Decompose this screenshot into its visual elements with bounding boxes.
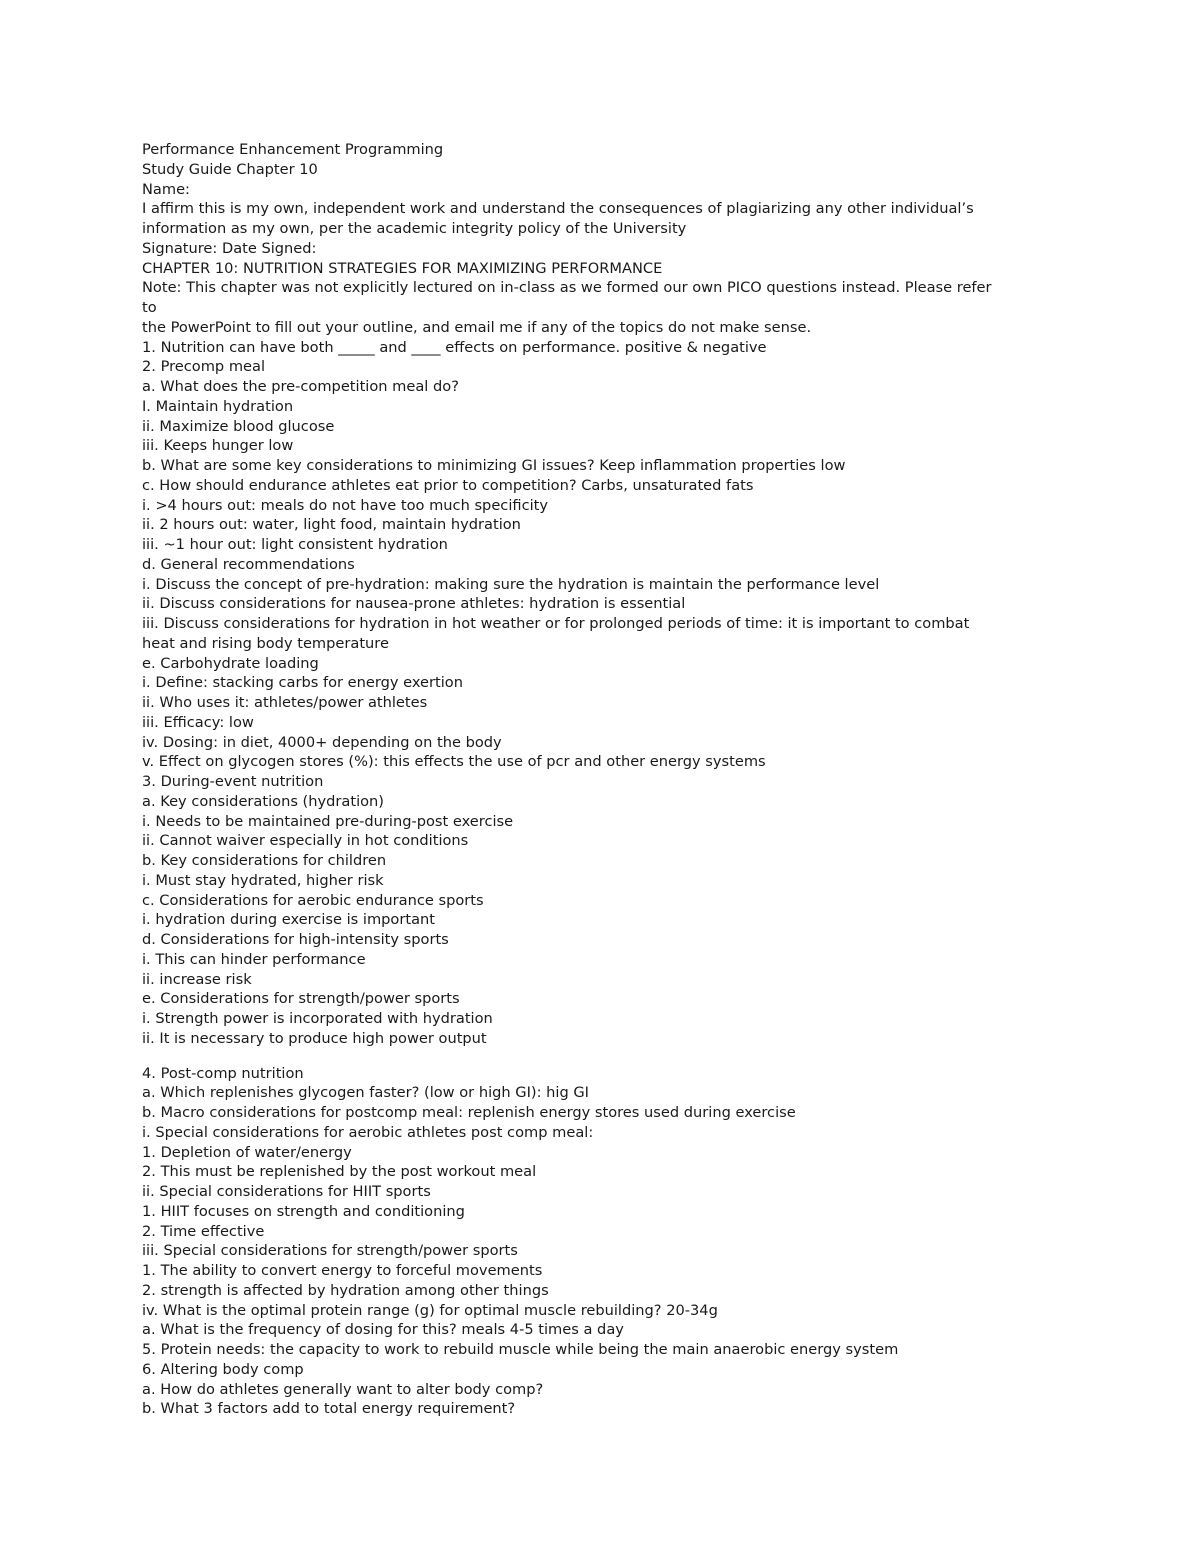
text-line: i. Define: stacking carbs for energy exertion [142, 674, 463, 692]
text-line: d. General recommendations [142, 555, 355, 573]
text-line: 5. Protein needs: the capacity to work to rebuild muscle while being the main anaerobic energy system [142, 1341, 899, 1358]
text-line: b. What 3 factors add to total energy requirement? [142, 1400, 516, 1418]
text-line: information as my own, per the academic integrity policy of the University [142, 220, 687, 237]
text-line: I affirm this is my own, independent work and understand the consequences of plagiarizing any other individual’s [142, 200, 974, 218]
text-line: ii. Discuss considerations for nausea-prone athletes: hydration is essential [142, 595, 686, 613]
text-line: i. Must stay hydrated, higher risk [142, 871, 384, 889]
text-line: 1. Depletion of water/energy [142, 1143, 352, 1161]
text-line: e. Carbohydrate loading [142, 654, 319, 672]
text-line: the PowerPoint to fill out your outline, and email me if any of the topics do not make sense. [142, 318, 812, 336]
text-line: Note: This chapter was not explicitly lectured on in-class as we formed our own PICO questions instead. Please refer [142, 279, 992, 297]
text-line: heat and rising body temperature [142, 634, 389, 652]
text-line: 3. During-event nutrition [142, 773, 324, 790]
text-line: i. Strength power is incorporated with hydration [142, 1010, 493, 1027]
document-section [142, 1064, 1072, 1420]
text-line: c. How should endurance athletes eat prior to competition? Carbs, unsaturated fats [142, 476, 754, 494]
text-line: d. Considerations for high-intensity sports [142, 931, 449, 948]
document-page [142, 140, 1072, 1419]
text-line: 2. This must be replenished by the post workout meal [142, 1163, 537, 1181]
text-line: ii. Cannot waiver especially in hot conditions [142, 832, 469, 850]
text-line: a. Which replenishes glycogen faster? (low or high GI): hig GI [142, 1084, 589, 1102]
text-line: ii. increase risk [142, 970, 252, 988]
text-line: i. >4 hours out: meals do not have too much specificity [142, 496, 549, 514]
text-line: 2. Time effective [142, 1222, 265, 1240]
text-line: b. What are some key considerations to minimizing GI issues? Keep inflammation properties low [142, 457, 846, 474]
text-line: Study Guide Chapter 10 [142, 160, 318, 178]
text-line: iii. Keeps hunger low [142, 437, 294, 455]
text-line: to [142, 299, 157, 316]
text-line: ii. Who uses it: athletes/power athletes [142, 694, 428, 711]
text-line: a. Key considerations (hydration) [142, 792, 384, 810]
text-line: ii. Maximize blood glucose [142, 417, 335, 435]
text-line: b. Key considerations for children [142, 852, 387, 869]
text-line: c. Considerations for aerobic endurance sports [142, 891, 484, 909]
text-line: b. Macro considerations for postcomp meal: replenish energy stores used during exercise [142, 1104, 796, 1121]
text-line: a. What does the pre-competition meal do? [142, 378, 459, 395]
text-line: iii. Discuss considerations for hydration in hot weather or for prolonged periods of time: it is important to combat [142, 615, 970, 632]
text-line: iv. Dosing: in diet, 4000+ depending on the body [142, 733, 502, 751]
text-line: 1. HIIT focuses on strength and conditioning [142, 1202, 465, 1220]
text-line: iii. ~1 hour out: light consistent hydration [142, 536, 448, 553]
text-line: i. hydration during exercise is important [142, 911, 436, 929]
text-line: v. Effect on glycogen stores (%): this effects the use of pcr and other energy systems [142, 753, 766, 771]
text-line: i. Discuss the concept of pre-hydration: making sure the hydration is maintain the performance level [142, 575, 880, 593]
text-line: CHAPTER 10: NUTRITION STRATEGIES FOR MAXIMIZING PERFORMANCE [142, 259, 663, 277]
section-gap [142, 1049, 1072, 1064]
text-line: 6. Altering body comp [142, 1360, 304, 1378]
text-line: iii. Special considerations for strength/power sports [142, 1242, 518, 1260]
document-section [142, 140, 1072, 1049]
text-line: 1. Nutrition can have both _____ and ____ effects on performance. positive & negative [142, 338, 767, 356]
text-line: ii. It is necessary to produce high power output [142, 1029, 487, 1047]
text-line: I. Maintain hydration [142, 397, 294, 415]
text-line: 2. strength is affected by hydration among other things [142, 1281, 549, 1299]
text-line: 4. Post-comp nutrition [142, 1064, 304, 1082]
text-line: ii. 2 hours out: water, light food, maintain hydration [142, 516, 521, 534]
text-line: e. Considerations for strength/power sports [142, 990, 460, 1008]
text-line: iii. Efficacy: low [142, 713, 254, 731]
text-line: a. How do athletes generally want to alter body comp? [142, 1380, 544, 1398]
text-line: Performance Enhancement Programming [142, 141, 444, 158]
text-line: i. Special considerations for aerobic athletes post comp meal: [142, 1123, 594, 1141]
text-line: i. Needs to be maintained pre-during-post exercise [142, 812, 514, 830]
text-line: a. What is the frequency of dosing for this? meals 4-5 times a day [142, 1321, 624, 1339]
text-line: 1. The ability to convert energy to forceful movements [142, 1262, 543, 1279]
text-line: ii. Special considerations for HIIT sports [142, 1183, 431, 1200]
text-line: iv. What is the optimal protein range (g) for optimal muscle rebuilding? 20-34g [142, 1301, 718, 1319]
text-line: i. This can hinder performance [142, 950, 366, 968]
text-line: Signature: Date Signed: [142, 239, 317, 257]
text-line: Name: [142, 180, 190, 198]
text-line: 2. Precomp meal [142, 358, 266, 376]
